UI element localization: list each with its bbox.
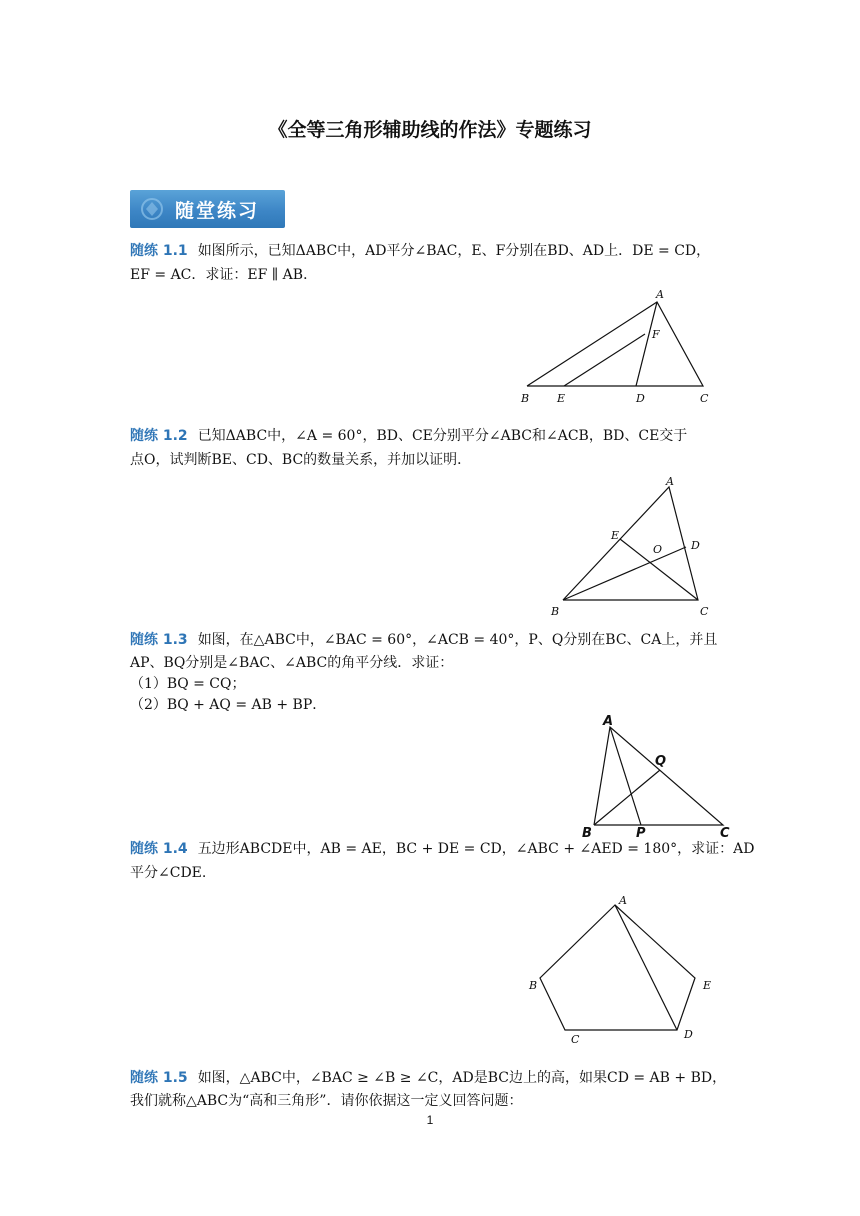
problem-1-4-line-1: [130, 838, 755, 860]
point-label-a: A: [619, 894, 627, 907]
point-label-c: C: [720, 826, 730, 840]
section-banner: [130, 190, 285, 228]
figure-1-1: [515, 286, 720, 408]
problem-1-5-line-2: 我们就称△ABC为“高和三角形”．请你依据这一定义回答问题：: [130, 1093, 523, 1109]
point-label-c: C: [700, 605, 709, 618]
problem-1-3-line-2: AP、BQ分别是∠BAC、∠ABC的角平分线．求证：: [130, 655, 454, 671]
problem-1-1-line-2: EF = AC．求证：EF ∥ AB．: [130, 267, 318, 283]
problem-text: 如图，△ABC中，∠BAC ≥ ∠B ≥ ∠C，AD是BC边上的高，如果CD = AB + BD，: [197, 1070, 727, 1086]
point-label-e: E: [611, 529, 620, 542]
problem-label: 随练 1.1: [130, 243, 188, 259]
problem-label: 随练 1.3: [130, 632, 188, 648]
figure-1-4: [520, 890, 720, 1050]
problem-1-5-line-1: [130, 1067, 735, 1089]
point-label-c: C: [571, 1033, 580, 1046]
problem-1-3-line-1: [130, 629, 735, 651]
page-number: 1: [426, 1113, 434, 1127]
point-label-d: D: [684, 1028, 693, 1041]
point-label-e: E: [703, 979, 712, 992]
point-label-b: B: [551, 605, 560, 618]
point-label-d: D: [636, 392, 645, 405]
figure-1-2: [545, 473, 720, 621]
point-label-a: A: [656, 288, 664, 301]
problem-text: 如图所示，已知ΔABC中，AD平分∠BAC，E、F分别在BD、AD上．DE = CD，: [197, 243, 711, 259]
point-label-b: B: [529, 979, 538, 992]
point-label-b: B: [582, 826, 592, 840]
problem-1-4-line-2: 平分∠CDE.: [130, 865, 207, 881]
figure-1-3: [578, 710, 738, 840]
page-title: 《全等三角形辅助线的作法》专题练习: [268, 119, 592, 141]
problem-text: 五边形ABCDE中，AB = AE，BC + DE = CD，∠ABC + ∠AED = 180°，求证：AD: [197, 841, 755, 857]
point-label-e: E: [557, 392, 566, 405]
point-label-f: F: [652, 328, 660, 341]
problem-1-3-part-1: （1）BQ = CQ；: [130, 676, 246, 692]
point-label-a: A: [666, 475, 674, 488]
point-label-o: O: [653, 543, 663, 556]
problem-1-2-line-1: [130, 425, 735, 447]
point-label-a: A: [603, 714, 614, 729]
problem-text: 如图，在△ABC中，∠BAC = 60°，∠ACB = 40°，P、Q分别在BC、CA上，并且: [197, 632, 718, 648]
problem-label: 随练 1.5: [130, 1070, 188, 1086]
decoration-icon: [138, 196, 166, 222]
problem-label: 随练 1.4: [130, 841, 188, 857]
problem-text: 已知ΔABC中，∠A = 60°，BD、CE分别平分∠ABC和∠ACB，BD、CE交于: [197, 428, 688, 444]
section-title: 随堂练习: [175, 200, 260, 222]
problem-1-2-line-2: 点O，试判断BE、CD、BC的数量关系，并加以证明．: [130, 452, 472, 468]
point-label-p: P: [636, 826, 646, 840]
problem-label: 随练 1.2: [130, 428, 188, 444]
point-label-d: D: [691, 539, 700, 552]
point-label-b: B: [521, 392, 530, 405]
point-label-q: Q: [655, 754, 667, 769]
problem-1-1-line-1: [130, 240, 735, 262]
problem-1-3-part-2: （2）BQ + AQ = AB + BP．: [130, 697, 327, 713]
point-label-c: C: [700, 392, 709, 405]
